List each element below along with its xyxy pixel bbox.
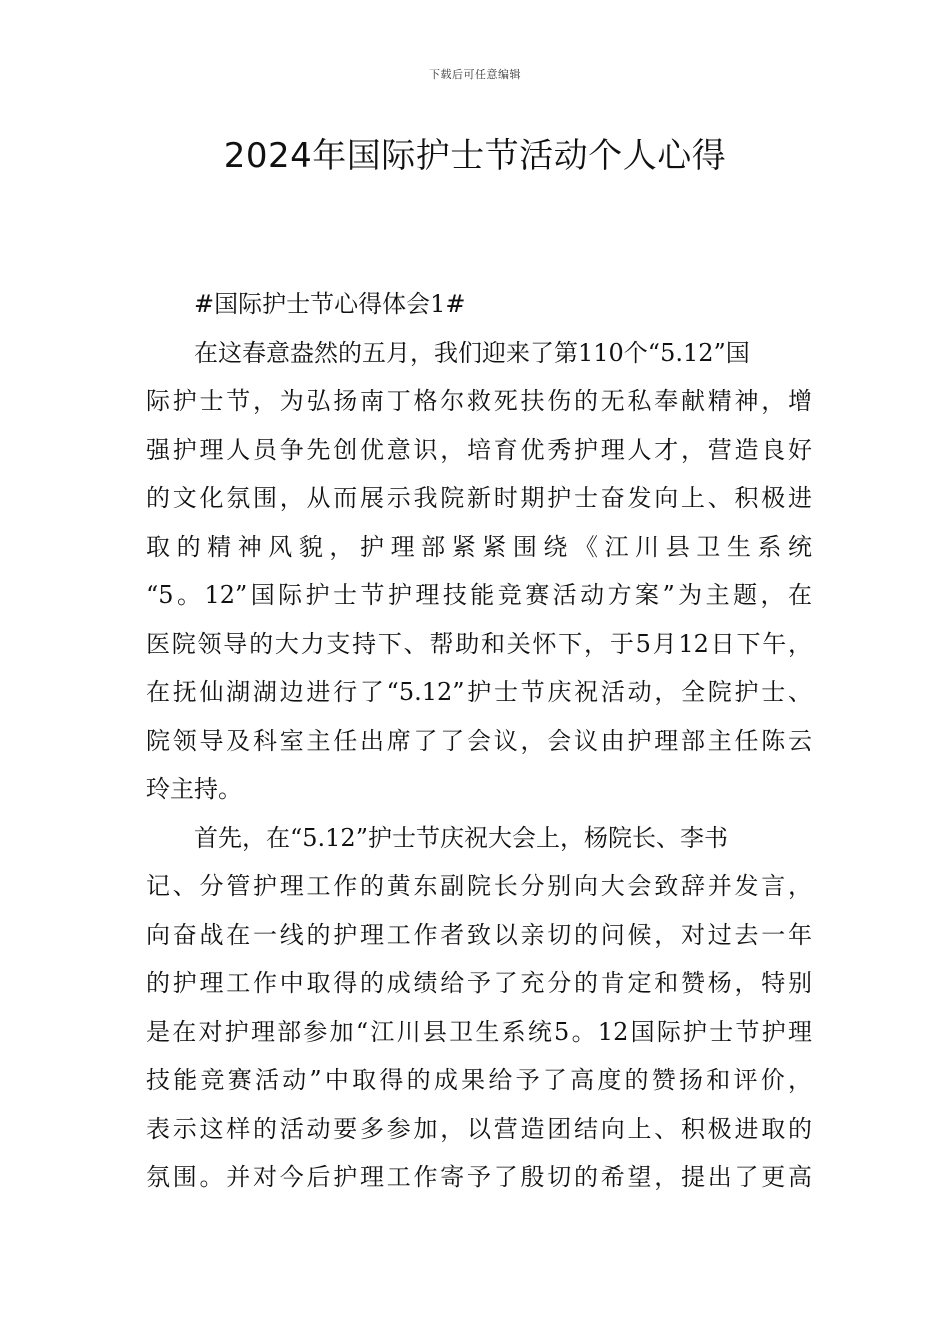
paragraph-2-line: 首先，在“5.12”护士节庆祝大会上，杨院长、李书 (194, 823, 728, 852)
header-note: 下载后可任意编辑 (429, 68, 521, 81)
paragraph-1-line: 医院领导的大力支持下、帮助和关怀下，于5月12日下午， (146, 629, 812, 658)
paragraph-1-line: 强护理人员争先创优意识，培育优秀护理人才，营造良好 (146, 435, 812, 464)
paragraph-2-line: 技能竞赛活动”中取得的成果给予了高度的赞扬和评价， (146, 1066, 812, 1094)
paragraph-2-line: 氛围。并对今后护理工作寄予了殷切的希望，提出了更高 (146, 1163, 812, 1191)
section-heading: #国际护士节心得体会1# (194, 290, 466, 318)
document-body (146, 280, 812, 1202)
paragraph-1-line: 玲主持。 (146, 775, 242, 803)
paragraph-1-line: 际护士节，为弘扬南丁格尔救死扶伤的无私奉献精神，增 (146, 387, 812, 415)
paragraph-2-line: 向奋战在一线的护理工作者致以亲切的问候，对过去一年 (146, 920, 812, 949)
document-title: 2024年国际护士节活动个人心得 (223, 136, 727, 176)
paragraph-1-line: 院领导及科室主任出席了了会议，会议由护理部主任陈云 (146, 726, 812, 755)
paragraph-1-line: 的文化氛围，从而展示我院新时期护士奋发向上、积极进 (146, 484, 812, 512)
paragraph-1-line: “5。12”国际护士节护理技能竞赛活动方案”为主题，在 (146, 581, 812, 609)
paragraph-1-line: 在抚仙湖湖边进行了“5.12”护士节庆祝活动，全院护士、 (146, 678, 812, 706)
paragraph-2-line: 记、分管护理工作的黄东副院长分别向大会致辞并发言， (146, 872, 812, 900)
paragraph-2-line: 是在对护理部参加“江川县卫生系统5。12国际护士节护理 (146, 1017, 812, 1046)
paragraph-1-line: 取的精神风貌，护理部紧紧围绕《江川县卫生系统 (146, 532, 812, 561)
paragraph-2-line: 的护理工作中取得的成绩给予了充分的肯定和赞杨，特别 (146, 969, 812, 997)
paragraph-2-line: 表示这样的活动要多参加，以营造团结向上、积极进取的 (146, 1114, 812, 1143)
paragraph-1-line: 在这春意盎然的五月，我们迎来了第110个“5.12”国 (194, 338, 750, 367)
